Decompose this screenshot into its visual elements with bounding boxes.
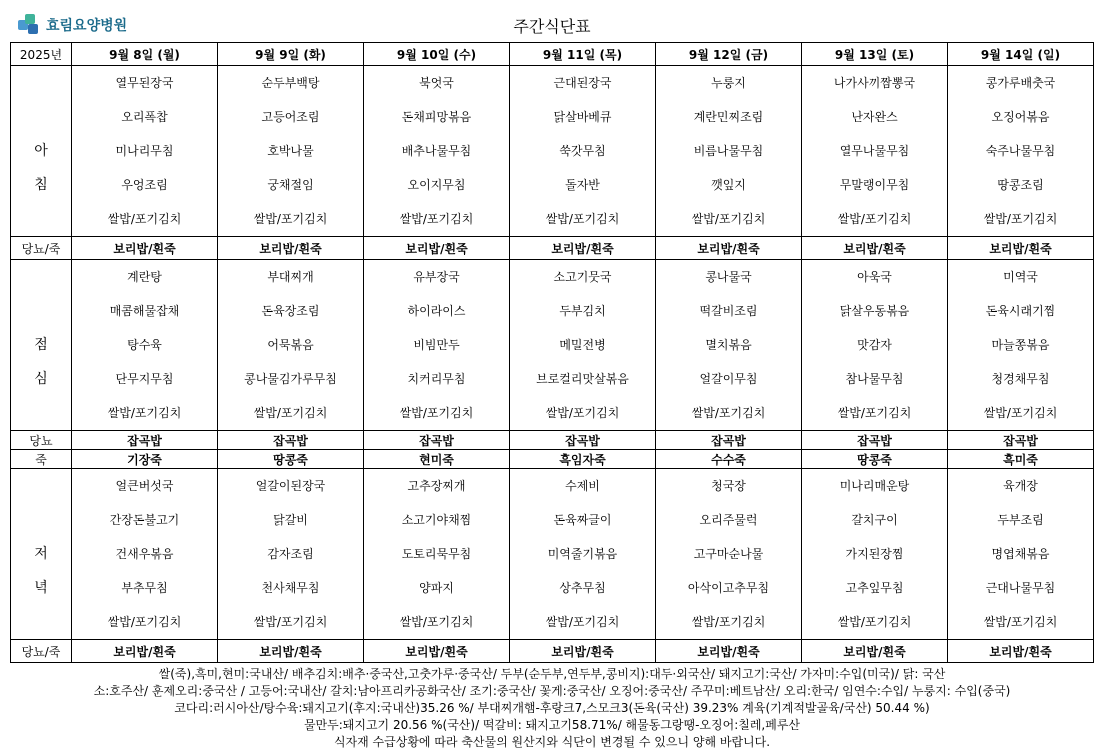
dinner-row xyxy=(11,469,1094,640)
dinner-menu-cell xyxy=(510,469,656,640)
menu-item: 계란민찌조림 xyxy=(693,110,764,124)
special-menu-cell: 보리밥/흰죽 xyxy=(72,237,218,260)
lunch-menu-cell xyxy=(656,260,802,431)
menu-item: 아삭이고추무침 xyxy=(687,581,770,595)
menu-item: 단무지무침 xyxy=(115,372,174,386)
special-menu-cell: 보리밥/흰죽 xyxy=(656,640,802,663)
menu-item: 쌀밥/포기김치 xyxy=(253,212,328,226)
special-menu-cell: 보리밥/흰죽 xyxy=(948,237,1094,260)
menu-item: 돈육짜글이 xyxy=(553,513,612,527)
special-menu-cell: 잡곡밥 xyxy=(802,431,948,450)
menu-item: 닭갈비 xyxy=(273,513,308,527)
special-menu-cell: 보리밥/흰죽 xyxy=(510,640,656,663)
menu-item: 열무나물무침 xyxy=(839,144,910,158)
menu-item: 어묵볶음 xyxy=(267,338,314,352)
lunch-porridge-special-label: 죽 xyxy=(11,450,72,469)
menu-item: 쌀밥/포기김치 xyxy=(545,615,620,629)
menu-item: 비빔만두 xyxy=(413,338,460,352)
day-header: 9월 13일 (토) xyxy=(802,43,948,66)
menu-item: 열무된장국 xyxy=(115,76,174,90)
dinner-menu-cell xyxy=(72,469,218,640)
menu-item: 쌀밥/포기김치 xyxy=(107,212,182,226)
breakfast-label-char: 침 xyxy=(34,177,48,193)
menu-item: 매콤해물잡채 xyxy=(109,304,180,318)
menu-item: 미역줄기볶음 xyxy=(547,547,618,561)
menu-item: 얼갈이된장국 xyxy=(255,479,326,493)
special-menu-cell: 흑미죽 xyxy=(948,450,1094,469)
special-menu-cell: 보리밥/흰죽 xyxy=(802,640,948,663)
menu-item: 탕수육 xyxy=(127,338,162,352)
breakfast-menu-cell xyxy=(72,66,218,237)
menu-item: 쌀밥/포기김치 xyxy=(107,615,182,629)
menu-item: 수제비 xyxy=(565,479,600,493)
lunch-porridge-special-row xyxy=(11,450,1094,469)
dinner-special-row xyxy=(11,640,1094,663)
menu-item: 숙주나물무침 xyxy=(985,144,1056,158)
lunch-menu-cell xyxy=(72,260,218,431)
dinner-label-char: 저 xyxy=(34,546,48,562)
lunch-diabetic-special-label: 당뇨 xyxy=(11,431,72,450)
menu-item: 오징어볶음 xyxy=(991,110,1050,124)
dinner-menu-cell xyxy=(364,469,510,640)
dinner-menu-cell xyxy=(218,469,364,640)
lunch-menu-cell xyxy=(948,260,1094,431)
special-menu-cell: 보리밥/흰죽 xyxy=(510,237,656,260)
breakfast-menu-cell xyxy=(656,66,802,237)
dinner-menu-cell xyxy=(656,469,802,640)
menu-item: 소고기뭇국 xyxy=(553,270,612,284)
menu-item: 깻잎지 xyxy=(711,178,746,192)
menu-item: 쑥갓무침 xyxy=(559,144,606,158)
menu-item: 얼큰버섯국 xyxy=(115,479,174,493)
menu-item: 난자완스 xyxy=(851,110,898,124)
special-menu-cell: 보리밥/흰죽 xyxy=(656,237,802,260)
menu-item: 참나물무침 xyxy=(845,372,904,386)
dinner-menu-cell xyxy=(948,469,1094,640)
menu-item: 청국장 xyxy=(711,479,746,493)
menu-item: 멸치볶음 xyxy=(705,338,752,352)
menu-item: 쌀밥/포기김치 xyxy=(837,615,912,629)
menu-item: 건새우볶음 xyxy=(115,547,174,561)
menu-item: 콩가루배춧국 xyxy=(985,76,1056,90)
menu-item: 쌀밥/포기김치 xyxy=(691,615,766,629)
menu-item: 근대나물무침 xyxy=(985,581,1056,595)
special-menu-cell: 기장죽 xyxy=(72,450,218,469)
menu-item: 갈치구이 xyxy=(851,513,898,527)
special-menu-cell: 보리밥/흰죽 xyxy=(218,237,364,260)
menu-item: 궁채절임 xyxy=(267,178,314,192)
breakfast-menu-cell xyxy=(948,66,1094,237)
menu-item: 쌀밥/포기김치 xyxy=(691,406,766,420)
day-header: 9월 10일 (수) xyxy=(364,43,510,66)
menu-item: 쌀밥/포기김치 xyxy=(837,212,912,226)
menu-item: 돈육장조림 xyxy=(261,304,320,318)
menu-item: 쌀밥/포기김치 xyxy=(253,406,328,420)
menu-item: 쌀밥/포기김치 xyxy=(399,212,474,226)
lunch-label xyxy=(11,260,72,431)
lunch-menu-cell xyxy=(802,260,948,431)
menu-item: 미나리무침 xyxy=(115,144,174,158)
page-title: 주간식단표 xyxy=(513,17,591,36)
dinner-menu-cell xyxy=(802,469,948,640)
menu-item: 오리주물럭 xyxy=(699,513,758,527)
special-menu-cell: 잡곡밥 xyxy=(656,431,802,450)
menu-item: 쌀밥/포기김치 xyxy=(983,406,1058,420)
menu-item: 감자조림 xyxy=(267,547,314,561)
weekly-menu-table xyxy=(10,42,1094,663)
menu-item: 명엽채볶음 xyxy=(991,547,1050,561)
special-menu-cell: 잡곡밥 xyxy=(218,431,364,450)
menu-item: 육개장 xyxy=(1003,479,1038,493)
menu-item: 땅콩조림 xyxy=(997,178,1044,192)
lunch-label-char: 심 xyxy=(34,371,48,387)
special-menu-cell: 보리밥/흰죽 xyxy=(948,640,1094,663)
special-menu-cell: 땅콩죽 xyxy=(802,450,948,469)
origin-notice-line: 물만두:돼지고기 20.56 %(국산)/ 떡갈비: 돼지고기58.71%/ 해물동그랑땡-오징어:칠레,페루산 xyxy=(303,718,801,732)
menu-item: 도토리묵무침 xyxy=(401,547,472,561)
menu-item: 쌀밥/포기김치 xyxy=(545,212,620,226)
menu-item: 떡갈비조림 xyxy=(699,304,758,318)
menu-item: 쌀밥/포기김치 xyxy=(837,406,912,420)
menu-item: 유부장국 xyxy=(413,270,460,284)
menu-item: 얼갈이무침 xyxy=(699,372,758,386)
menu-item: 닭살바베큐 xyxy=(553,110,612,124)
lunch-menu-cell xyxy=(218,260,364,431)
origin-notice xyxy=(0,666,1104,751)
day-header: 9월 14일 (일) xyxy=(948,43,1094,66)
menu-item: 고등어조림 xyxy=(261,110,320,124)
menu-item: 천사채무침 xyxy=(261,581,320,595)
menu-item: 쌀밥/포기김치 xyxy=(983,615,1058,629)
special-menu-cell: 흑임자죽 xyxy=(510,450,656,469)
menu-item: 아욱국 xyxy=(857,270,892,284)
lunch-row xyxy=(11,260,1094,431)
special-menu-cell: 잡곡밥 xyxy=(72,431,218,450)
menu-item: 맛감자 xyxy=(857,338,892,352)
menu-item: 가지된장찜 xyxy=(845,547,904,561)
menu-item: 고구마순나물 xyxy=(693,547,764,561)
special-menu-cell: 땅콩죽 xyxy=(218,450,364,469)
menu-item: 고추잎무침 xyxy=(845,581,904,595)
lunch-label-char: 점 xyxy=(34,337,48,353)
menu-item: 근대된장국 xyxy=(553,76,612,90)
menu-item: 쌀밥/포기김치 xyxy=(691,212,766,226)
menu-item: 쌀밥/포기김치 xyxy=(399,406,474,420)
lunch-menu-cell xyxy=(510,260,656,431)
menu-item: 두부김치 xyxy=(559,304,606,318)
special-menu-cell: 보리밥/흰죽 xyxy=(802,237,948,260)
breakfast-row xyxy=(11,66,1094,237)
menu-item: 우엉조림 xyxy=(121,178,168,192)
menu-item: 상추무침 xyxy=(559,581,606,595)
menu-item: 호박나물 xyxy=(267,144,314,158)
day-header: 9월 12일 (금) xyxy=(656,43,802,66)
breakfast-menu-cell xyxy=(802,66,948,237)
menu-item: 간장돈불고기 xyxy=(109,513,180,527)
menu-item: 쌀밥/포기김치 xyxy=(253,615,328,629)
dinner-label xyxy=(11,469,72,640)
lunch-diabetic-special-row xyxy=(11,431,1094,450)
menu-item: 계란탕 xyxy=(127,270,162,284)
breakfast-menu-cell xyxy=(510,66,656,237)
special-menu-cell: 잡곡밥 xyxy=(364,431,510,450)
menu-item: 오리폭찹 xyxy=(121,110,168,124)
special-menu-cell: 보리밥/흰죽 xyxy=(364,640,510,663)
year-label: 2025년 xyxy=(11,43,72,66)
breakfast-menu-cell xyxy=(364,66,510,237)
origin-notice-line: 쌀(죽),흑미,현미:국내산/ 배추김치:배추·중국산,고춧가루·중국산/ 두부(순두부,연두부,콩비지):대두·외국산/ 돼지고기:국산/ 가자미:수입(미국)/ 닭: 국산 xyxy=(158,667,946,681)
menu-item: 무말랭이무침 xyxy=(839,178,910,192)
special-menu-cell: 현미죽 xyxy=(364,450,510,469)
origin-notice-line: 식자재 수급상황에 따라 축산물의 원산지와 식단이 변경될 수 있으니 양해 바랍니다. xyxy=(333,735,771,749)
menu-item: 부추무침 xyxy=(121,581,168,595)
menu-item: 배추나물무침 xyxy=(401,144,472,158)
menu-item: 쌀밥/포기김치 xyxy=(107,406,182,420)
menu-item: 북엇국 xyxy=(419,76,454,90)
date-header-row xyxy=(11,43,1094,66)
menu-item: 청경채무침 xyxy=(991,372,1050,386)
menu-item: 두부조림 xyxy=(997,513,1044,527)
menu-item: 콩나물국 xyxy=(705,270,752,284)
menu-item: 치커리무침 xyxy=(407,372,466,386)
menu-item: 미역국 xyxy=(1003,270,1038,284)
special-menu-cell: 잡곡밥 xyxy=(510,431,656,450)
day-header: 9월 8일 (월) xyxy=(72,43,218,66)
menu-item: 마늘쫑볶음 xyxy=(991,338,1050,352)
menu-item: 쌀밥/포기김치 xyxy=(545,406,620,420)
menu-item: 닭살우동볶음 xyxy=(839,304,910,318)
menu-item: 메밀전병 xyxy=(559,338,606,352)
breakfast-label-char: 아 xyxy=(34,143,48,159)
breakfast-special-row xyxy=(11,237,1094,260)
special-menu-cell: 보리밥/흰죽 xyxy=(72,640,218,663)
menu-item: 소고기야채찜 xyxy=(401,513,472,527)
menu-item: 부대찌개 xyxy=(267,270,314,284)
dinner-special-label: 당뇨/죽 xyxy=(11,640,72,663)
menu-item: 하이라이스 xyxy=(407,304,466,318)
menu-item: 돈채피망볶음 xyxy=(401,110,472,124)
breakfast-label xyxy=(11,66,72,237)
menu-item: 오이지무침 xyxy=(407,178,466,192)
menu-item: 쌀밥/포기김치 xyxy=(399,615,474,629)
special-menu-cell: 잡곡밥 xyxy=(948,431,1094,450)
menu-item: 돈육시래기찜 xyxy=(985,304,1056,318)
menu-item: 콩나물김가루무침 xyxy=(244,372,337,386)
dinner-label-char: 녁 xyxy=(34,580,48,596)
day-header: 9월 11일 (목) xyxy=(510,43,656,66)
menu-item: 쌀밥/포기김치 xyxy=(983,212,1058,226)
origin-notice-line: 코다리:러시아산/탕수육:돼지고기(후지:국내산)35.26 %/ 부대찌개햄-후랑크7,스모크3(돈육(국산) 39.23% 계육(기계적발골육/국산) 50.44 %) xyxy=(174,701,930,715)
hospital-name: 효림요양병원 xyxy=(46,18,128,34)
menu-item: 양파지 xyxy=(419,581,454,595)
menu-item: 순두부백탕 xyxy=(261,76,320,90)
origin-notice-line: 소:호주산/ 훈제오리:중국산 / 고등어:국내산/ 갈치:남아프리카공화국산/ 조기:중국산/ 꽃게:중국산/ 오징어:중국산/ 주꾸미:베트남산/ 오리:한국/ 임연수:수입/ 누룽지: 수입(중국) xyxy=(93,684,1011,698)
menu-item: 누룽지 xyxy=(711,76,746,90)
menu-item: 고추장찌개 xyxy=(407,479,466,493)
special-menu-cell: 보리밥/흰죽 xyxy=(218,640,364,663)
menu-item: 미나리매운탕 xyxy=(839,479,910,493)
menu-item: 돌자반 xyxy=(565,178,600,192)
special-menu-cell: 수수죽 xyxy=(656,450,802,469)
menu-item: 브로컬리맛살볶음 xyxy=(536,372,629,386)
lunch-menu-cell xyxy=(364,260,510,431)
breakfast-special-label: 당뇨/죽 xyxy=(11,237,72,260)
day-header: 9월 9일 (화) xyxy=(218,43,364,66)
menu-item: 비름나물무침 xyxy=(693,144,764,158)
special-menu-cell: 보리밥/흰죽 xyxy=(364,237,510,260)
menu-item: 나가사끼짬뽕국 xyxy=(833,76,916,90)
breakfast-menu-cell xyxy=(218,66,364,237)
